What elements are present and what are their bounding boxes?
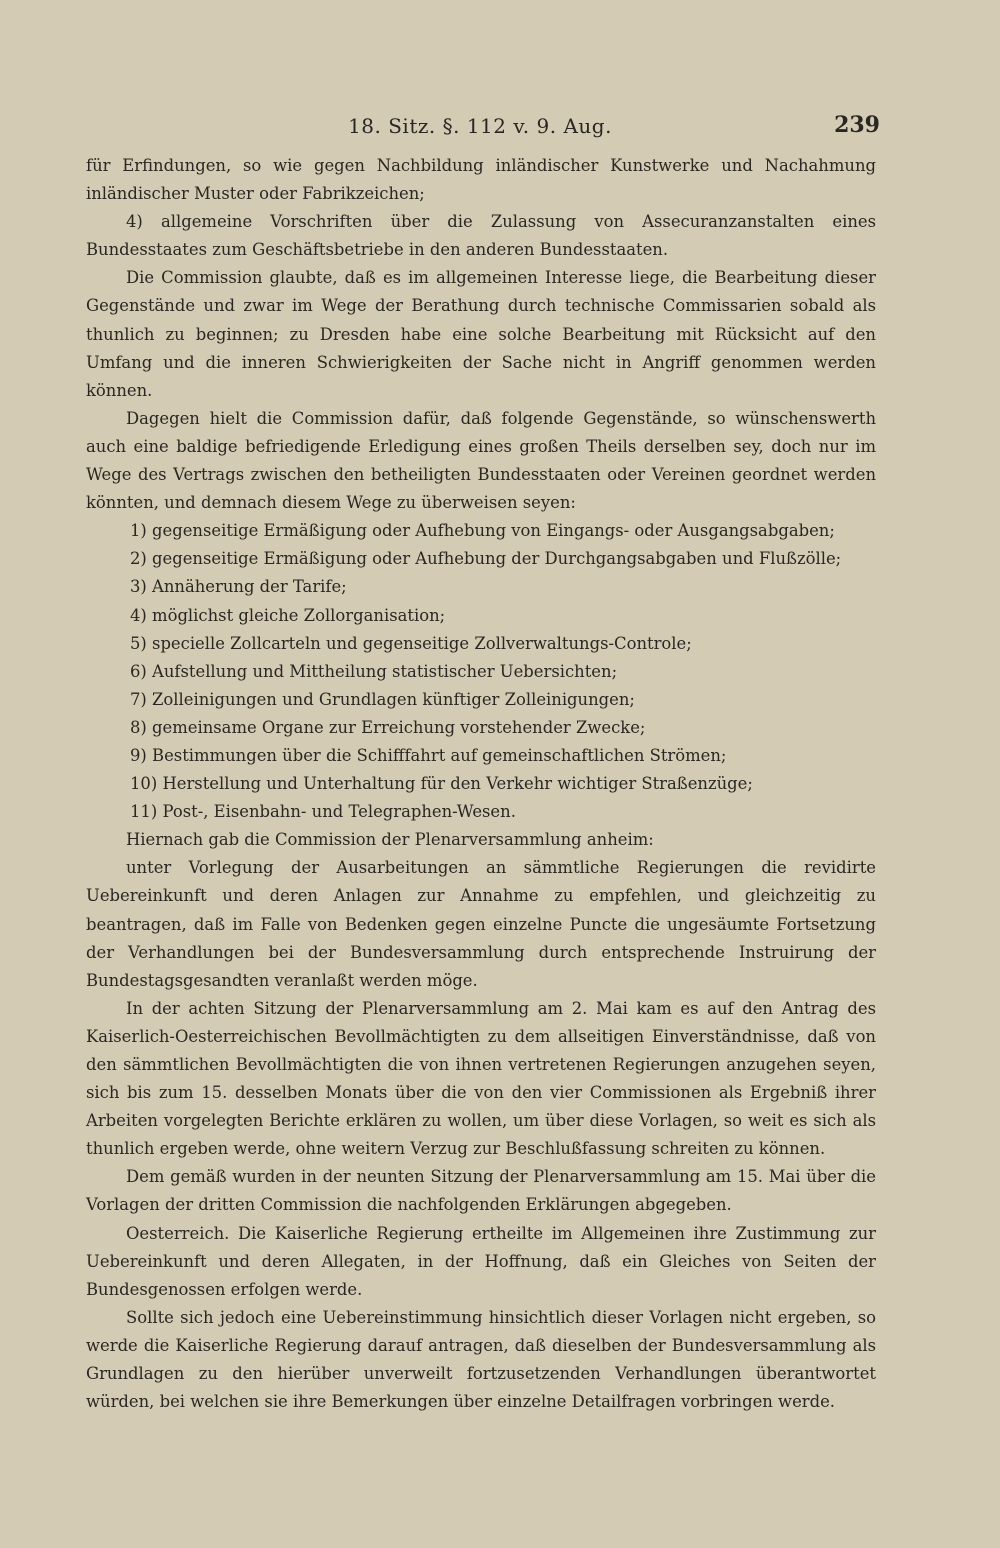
list-item: 11) Post-, Eisenbahn- und Telegraphen-Wesen. [130, 802, 516, 822]
list-item: 10) Herstellung und Unterhaltung für den Verkehr wichtiger Straßenzüge; [130, 774, 753, 794]
paragraph: Sollte sich jedoch eine Uebereinstimmung hinsichtlich dieser Vorlagen nicht ergeben, so werde die Kaiserliche Regierung darauf antragen, daß dieselben der Bundesversammlung als Grundlagen zu den hierüber unverweilt fortzusetzenden Verhandlungen überantwortet würden, bei welchen sie ihre Bemerkungen über einzelne Detailfragen vorbringen werde. [86, 1307, 876, 1412]
list-item: 9) Bestimmungen über die Schifffahrt auf gemeinschaftlichen Strömen; [130, 745, 727, 765]
paragraph: Dem gemäß wurden in der neunten Sitzung der Plenarversammlung am 15. Mai über die Vorlagen der dritten Commission die nachfolgenden Erklärungen abgegeben. [86, 1167, 876, 1215]
paragraph: Oesterreich. Die Kaiserliche Regierung ertheilte im Allgemeinen ihre Zustimmung zur Uebereinkunft und deren Allegaten, in der Hoffnung, daß ein Gleiches von Seiten der Bundesgenossen erfolgen werde. [86, 1223, 876, 1299]
paragraph: Dagegen hielt die Commission dafür, daß folgende Gegenstände, so wünschenswerth auch eine baldige befriedigende Erledigung eines großen Theils derselben sey, doch nur im Wege des Vertrags zwischen den betheiligten Bundesstaaten oder Vereinen geordnet werden könnten, und demnach diesem Wege zu überweisen seyen: [86, 408, 876, 513]
list-item: 8) gemeinsame Organe zur Erreichung vorstehender Zwecke; [130, 717, 646, 737]
running-head: 18. Sitz. §. 112 v. 9. Aug. [348, 114, 612, 138]
paragraph: In der achten Sitzung der Plenarversammlung am 2. Mai kam es auf den Antrag des Kaiserlich-Oesterreichischen Bevollmächtigten zu dem allseitigen Einverständnisse, daß von den sämmtlichen Bevollmächtigten die von ihnen vertretenen Regierungen anzugehen seyen, sich bis zum 15. desselben Monats über die von den vier Commissionen als Ergebniß ihrer Arbeiten vorgelegten Berichte erklären zu wollen, um über diese Vorlagen, so weit es sich als thunlich ergeben werde, ohne weitern Verzug zur Beschlußfassung schreiten zu können. [86, 998, 876, 1159]
list-item: 3) Annäherung der Tarife; [130, 577, 347, 597]
paragraph: unter Vorlegung der Ausarbeitungen an sämmtliche Regierungen die revidirte Uebereinkunft und deren Anlagen zur Annahme zu empfehlen, und gleichzeitig zu beantragen, daß im Falle von Bedenken gegen einzelne Puncte die ungesäumte Fortsetzung der Verhandlungen bei der Bundesversammlung durch entsprechende Instruirung der Bundestagsgesandten veranlaßt werden möge. [86, 858, 876, 990]
page-number: 239 [834, 112, 880, 138]
list-item-4: 4) allgemeine Vorschriften über die Zulassung von Assecuranzanstalten eines Bundesstaates zum Geschäftsbetriebe in den anderen Bundesstaaten. [86, 212, 876, 260]
list-item: 4) möglichst gleiche Zollorganisation; [130, 605, 446, 625]
list-item: 6) Aufstellung und Mittheilung statistischer Uebersichten; [130, 661, 618, 681]
paragraph: Die Commission glaubte, daß es im allgemeinen Interesse liege, die Bearbeitung dieser Gegenstände und zwar im Wege der Berathung durch technische Commissarien sobald als thunlich zu beginnen; zu Dresden habe eine solche Bearbeitung mit Rücksicht auf den Umfang und die inneren Schwierigkeiten der Sache nicht in Angriff genommen werden können. [86, 268, 876, 400]
list-item: 5) specielle Zollcarteln und gegenseitige Zollverwaltungs-Controle; [130, 633, 692, 653]
body-text [86, 152, 876, 1416]
list-item: 2) gegenseitige Ermäßigung oder Aufhebung der Durchgangsabgaben und Flußzölle; [130, 549, 842, 569]
paragraph-continuation: für Erfindungen, so wie gegen Nachbildung inländischer Kunstwerke und Nachahmung inländischer Muster oder Fabrikzeichen; [86, 156, 876, 204]
list-item: 1) gegenseitige Ermäßigung oder Aufhebung von Eingangs- oder Ausgangsabgaben; [130, 521, 835, 541]
list-item: 7) Zolleinigungen und Grundlagen künftiger Zolleinigungen; [130, 689, 635, 709]
paragraph: Hiernach gab die Commission der Plenarversammlung anheim: [126, 830, 654, 850]
page-header [80, 108, 880, 148]
